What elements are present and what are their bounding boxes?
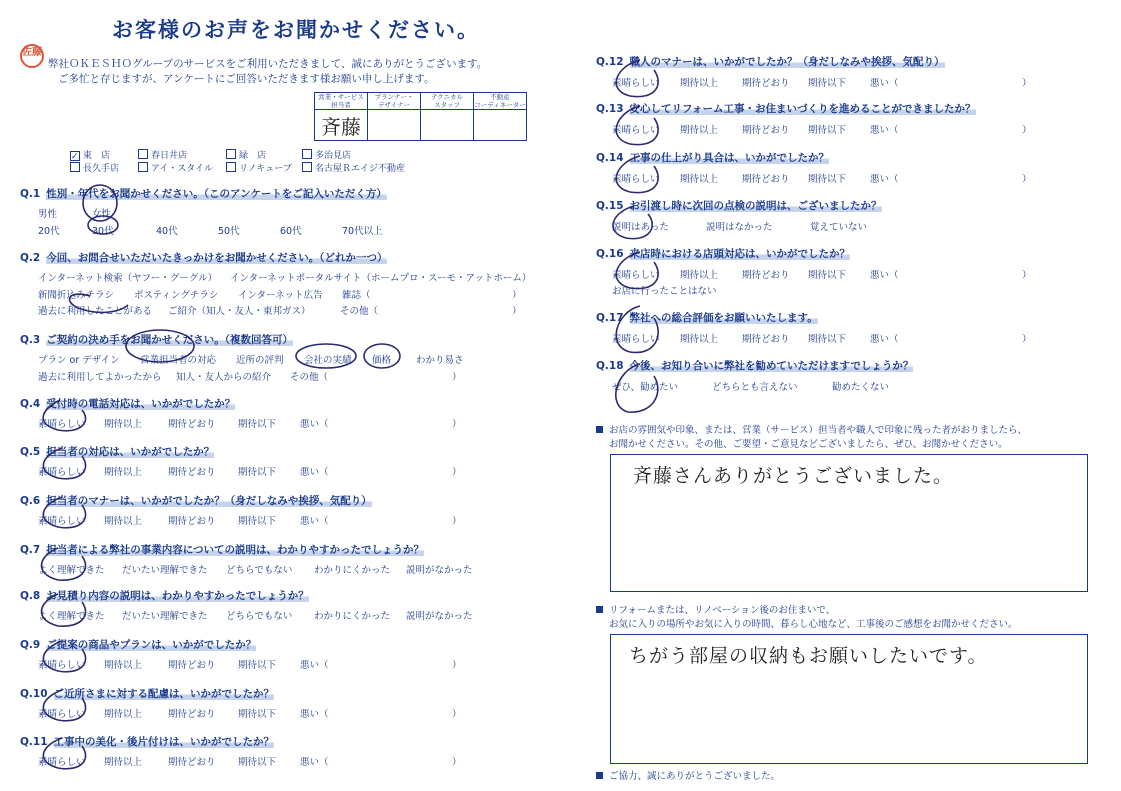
paren-close: ） (1022, 174, 1032, 185)
option[interactable]: 期待以上 (680, 125, 719, 136)
option[interactable]: 悪い（ (300, 757, 329, 768)
option[interactable]: わかりにくかった (314, 565, 391, 576)
question-15: Q.15 お引渡し時に次回の点検の説明は、ございましたか？ (596, 200, 882, 212)
paren-close: ） (452, 467, 462, 478)
question-6: Q.6 担当者のマナーは、いかがでしたか？（身だしなみや挨拶、気配り） (20, 495, 372, 507)
option[interactable]: 過去に利用したことがある (38, 306, 153, 317)
question-18: Q.18 今後、お知り合いに弊社を勧めていただけますでしょうか？ (596, 360, 914, 372)
page-title: お客様のお声をお聞かせください。 (112, 18, 480, 42)
staff-header-sales: 営業・サービス 担当者 (315, 93, 368, 110)
option[interactable]: 素晴らしい (612, 334, 660, 345)
option[interactable]: 期待どおり (168, 660, 216, 671)
paren-close: ） (452, 372, 462, 383)
paren-close: ） (1022, 78, 1032, 89)
option[interactable]: 説明がなかった (406, 565, 473, 576)
option[interactable]: 50代 (218, 226, 240, 237)
option[interactable]: 期待以下 (238, 757, 277, 768)
option[interactable]: 女性 (92, 209, 112, 220)
option[interactable]: 期待どおり (168, 709, 216, 720)
option[interactable]: 期待どおり (168, 419, 216, 430)
staff-header-planner: プランナー・ デザイナー (368, 93, 421, 110)
free-comment-2-box[interactable] (610, 634, 1088, 764)
paren-close: ） (512, 306, 522, 317)
option[interactable]: 期待以上 (104, 467, 143, 478)
paren-close: ） (1022, 334, 1032, 345)
option[interactable]: 期待以上 (104, 757, 143, 768)
option[interactable]: 期待どおり (168, 757, 216, 768)
option[interactable]: 期待どおり (168, 467, 216, 478)
option[interactable]: 期待以下 (238, 419, 277, 430)
option[interactable]: だいたい理解できた (122, 565, 208, 576)
question-10: Q.10 ご近所さまに対する配慮は、いかがでしたか？ (20, 688, 275, 700)
option[interactable]: 期待どおり (168, 516, 216, 527)
option[interactable]: 悪い（ (870, 125, 899, 136)
option[interactable]: 新聞折込みチラシ (38, 290, 115, 301)
option[interactable]: 60代 (280, 226, 302, 237)
option[interactable]: その他（ (290, 372, 329, 383)
option[interactable]: 素晴らしい (38, 516, 86, 527)
option[interactable]: 価格 (372, 355, 392, 366)
option[interactable]: プラン or デザイン (38, 355, 120, 366)
staff-signature: 斉藤 (321, 114, 361, 139)
question-17: Q.17 弊社への総合評価をお願いいたします。 (596, 312, 818, 324)
option[interactable]: 期待以下 (808, 125, 847, 136)
option[interactable]: インターネット広告 (238, 290, 323, 301)
checkbox-icon[interactable] (138, 149, 148, 159)
option[interactable]: 知人・友人からの紹介 (176, 372, 272, 383)
option[interactable]: 営業担当者の対応 (140, 355, 217, 366)
paren-close: ） (1022, 270, 1032, 281)
option[interactable]: 期待以上 (104, 516, 143, 527)
option[interactable]: 説明はなかった (706, 222, 773, 233)
option[interactable]: 悪い（ (300, 660, 329, 671)
option[interactable]: 勧めたくない (832, 382, 890, 393)
option[interactable]: よく理解できた (38, 565, 105, 576)
option[interactable]: 素晴らしい (38, 660, 86, 671)
option[interactable]: 期待以上 (680, 78, 719, 89)
option[interactable]: 期待どおり (742, 334, 790, 345)
option[interactable]: 期待以上 (104, 660, 143, 671)
option[interactable]: 過去に利用してよかったから (38, 372, 162, 383)
option[interactable]: 期待どおり (742, 125, 790, 136)
staff-header-realestate: 不動産 コーディネーター (474, 93, 526, 109)
free-comment-2-answer: ちがう部屋の収納もお願いしたいです。 (629, 645, 988, 667)
option[interactable]: 期待どおり (742, 174, 790, 185)
question-12: Q.12 職人のマナーは、いかがでしたか？（身だしなみや挨拶、気配り） (596, 56, 945, 68)
option[interactable]: 期待以下 (238, 709, 277, 720)
checkbox-icon[interactable] (70, 162, 80, 172)
question-8: Q.8 お見積り内容の説明は、わかりやすかったでしょうか？ (20, 590, 309, 602)
paren-close: ） (1022, 125, 1032, 136)
option[interactable]: 説明はあった (612, 222, 669, 233)
option[interactable]: お店に行ったことはない (612, 286, 717, 297)
option[interactable]: 20代 (38, 226, 60, 237)
checkbox-icon[interactable] (226, 149, 236, 159)
checkbox-icon[interactable] (302, 149, 312, 159)
option[interactable]: 覚えていない (810, 222, 868, 233)
footer-thanks: ご協力、誠にありがとうございました。 (596, 770, 780, 784)
option[interactable]: わかり易さ (416, 355, 464, 366)
option[interactable]: 会社の実績 (304, 355, 352, 366)
option[interactable]: 素晴らしい (38, 467, 86, 478)
staff-cell-realestate[interactable] (474, 110, 527, 141)
intro-line-2: ご多忙と存じますが、アンケートにご回答いただきます様お願い申し上げます。 (58, 73, 435, 85)
square-bullet-icon (596, 772, 603, 779)
option[interactable]: 期待以下 (238, 660, 277, 671)
paren-close: ） (452, 757, 462, 768)
option[interactable]: 悪い（ (870, 78, 899, 89)
option[interactable]: ぜひ、勧めたい (612, 382, 679, 393)
staff-table (314, 92, 527, 141)
option[interactable]: インターネット検索（ヤフー・グーグル） (38, 273, 218, 284)
store-nagoya-r-age[interactable]: 名古屋Ｒエイジ不動産 (302, 161, 405, 174)
option[interactable]: 期待以下 (808, 334, 847, 345)
checkbox-icon[interactable] (138, 162, 148, 172)
option[interactable]: 悪い（ (870, 334, 899, 345)
square-bullet-icon (596, 426, 603, 433)
store-midori[interactable]: 緑 店 (226, 148, 266, 161)
store-kasugai[interactable]: 春日井店 (138, 148, 187, 161)
option[interactable]: 期待どおり (742, 78, 790, 89)
paren-close: ） (452, 660, 462, 671)
paren-close: ） (452, 516, 462, 527)
option[interactable]: 期待以上 (680, 270, 719, 281)
option[interactable]: 悪い（ (300, 516, 329, 527)
question-11: Q.11 工事中の美化・後片付けは、いかがでしたか？ (20, 736, 275, 748)
option[interactable]: どちらでもない (226, 565, 293, 576)
option[interactable]: 男性 (38, 209, 58, 220)
option[interactable]: 素晴らしい (38, 709, 86, 720)
option[interactable]: その他（ (340, 306, 379, 317)
option[interactable]: 期待以上 (104, 419, 143, 430)
question-3: Q.3 ご契約の決め手をお聞かせください。（複数回答可） (20, 334, 293, 346)
store-istyle[interactable]: アイ・スタイル (138, 161, 213, 174)
checkbox-icon[interactable] (302, 162, 312, 172)
paren-close: ） (452, 419, 462, 430)
option[interactable]: 悪い（ (870, 174, 899, 185)
option[interactable]: 素晴らしい (612, 270, 660, 281)
staff-header-technical: テクニカル スタッフ (421, 93, 474, 110)
option[interactable]: 近所の評判 (236, 355, 284, 366)
question-9: Q.9 ご提案の商品やプランは、いかがでしたか？ (20, 639, 257, 651)
option[interactable]: わかりにくかった (314, 611, 391, 622)
paren-close: ） (512, 290, 522, 301)
staff-cell-technical[interactable] (421, 110, 474, 141)
checkbox-icon[interactable]: ✓ (71, 152, 79, 162)
intro-line-1: 弊社ＯＫＥＳＨＯグループのサービスをご利用いただきまして、誠にありがとうございます。 (48, 58, 488, 70)
staff-cell-planner[interactable] (368, 110, 421, 141)
option[interactable]: 30代 (92, 226, 114, 237)
option[interactable]: 悪い（ (870, 270, 899, 281)
option[interactable]: 期待以上 (680, 174, 719, 185)
question-13: Q.13 安心してリフォーム工事・お住まいづくりを進めることができましたか？ (596, 103, 976, 115)
option[interactable]: 期待以上 (104, 709, 143, 720)
option[interactable]: 素晴らしい (612, 125, 660, 136)
question-4: Q.4 受付時の電話対応は、いかがでしたか？ (20, 398, 236, 410)
checkbox-icon[interactable] (226, 162, 236, 172)
option[interactable]: 素晴らしい (612, 78, 660, 89)
question-16: Q.16 来店時における店頭対応は、いかがでしたか？ (596, 248, 851, 260)
free-comment-2-prompt: リフォームまたは、リノベーション後のお住まいで、 お気に入りの場所やお気に入りの時間、暮らし心地など、工事後のご感想をお聞かせください。 (596, 604, 1018, 632)
free-comment-1-answer: 斉藤さんありがとうございました。 (633, 465, 954, 487)
option[interactable]: 期待以下 (808, 174, 847, 185)
option[interactable]: どちらとも言えない (712, 382, 798, 393)
question-14: Q.14 工事の仕上がり具合は、いかがでしたか？ (596, 152, 830, 164)
option[interactable]: 素晴らしい (38, 757, 86, 768)
option[interactable]: 期待以下 (238, 516, 277, 527)
question-7: Q.7 担当者による弊社の事業内容についての説明は、わかりやすかったでしょうか？ (20, 544, 425, 556)
option[interactable]: ご紹介（知人・友人・東邦ガス） (168, 306, 311, 317)
store-renocube[interactable]: リノキューブ (226, 161, 292, 174)
option[interactable]: 悪い（ (300, 709, 329, 720)
option[interactable]: 期待どおり (742, 270, 790, 281)
square-bullet-icon (596, 606, 603, 613)
paren-close: ） (452, 709, 462, 720)
free-comment-1-prompt: お店の雰囲気や印象、または、営業（サービス）担当者や職人で印象に残った者がおりましたら、 お聞かせください。その他、ご要望・ご意見などございましたら、ぜひ、お聞かせください。 (596, 424, 1027, 452)
option[interactable]: 期待以上 (680, 334, 719, 345)
question-5: Q.5 担当者の対応は、いかがでしたか？ (20, 446, 215, 458)
option[interactable]: よく理解できた (38, 611, 105, 622)
option[interactable]: 雑誌（ (342, 290, 371, 301)
free-comment-1-box[interactable] (610, 454, 1088, 592)
staff-signature-cell[interactable] (315, 110, 368, 141)
option[interactable]: 素晴らしい (612, 174, 660, 185)
question-2: Q.2 今回、お問合せいただいたきっかけをお聞かせください。（どれか一つ） (20, 252, 388, 264)
option[interactable]: 40代 (156, 226, 178, 237)
option[interactable]: ポスティングチラシ (134, 290, 219, 301)
option[interactable]: 悪い（ (300, 419, 329, 430)
option[interactable]: 期待以下 (238, 467, 277, 478)
option[interactable]: 素晴らしい (38, 419, 86, 430)
store-nagakute[interactable]: 長久手店 (70, 161, 119, 174)
store-higashi[interactable]: ✓ 東 店 (71, 151, 111, 162)
option[interactable]: 悪い（ (300, 467, 329, 478)
option[interactable]: 説明がなかった (406, 611, 473, 622)
option[interactable]: どちらでもない (226, 611, 293, 622)
option[interactable]: だいたい理解できた (122, 611, 208, 622)
seal-stamp: 佐藤 (20, 44, 44, 68)
option[interactable]: インターネットポータルサイト（ホームプロ・スーモ・アットホーム） (230, 273, 532, 284)
store-tajimi[interactable]: 多治見店 (302, 148, 351, 161)
option[interactable]: 期待以下 (808, 78, 847, 89)
option[interactable]: 期待以下 (808, 270, 847, 281)
question-1: Q.1 性別・年代をお聞かせください。（このアンケートをご記入いただく方） (20, 188, 387, 200)
option[interactable]: 70代以上 (342, 226, 383, 237)
